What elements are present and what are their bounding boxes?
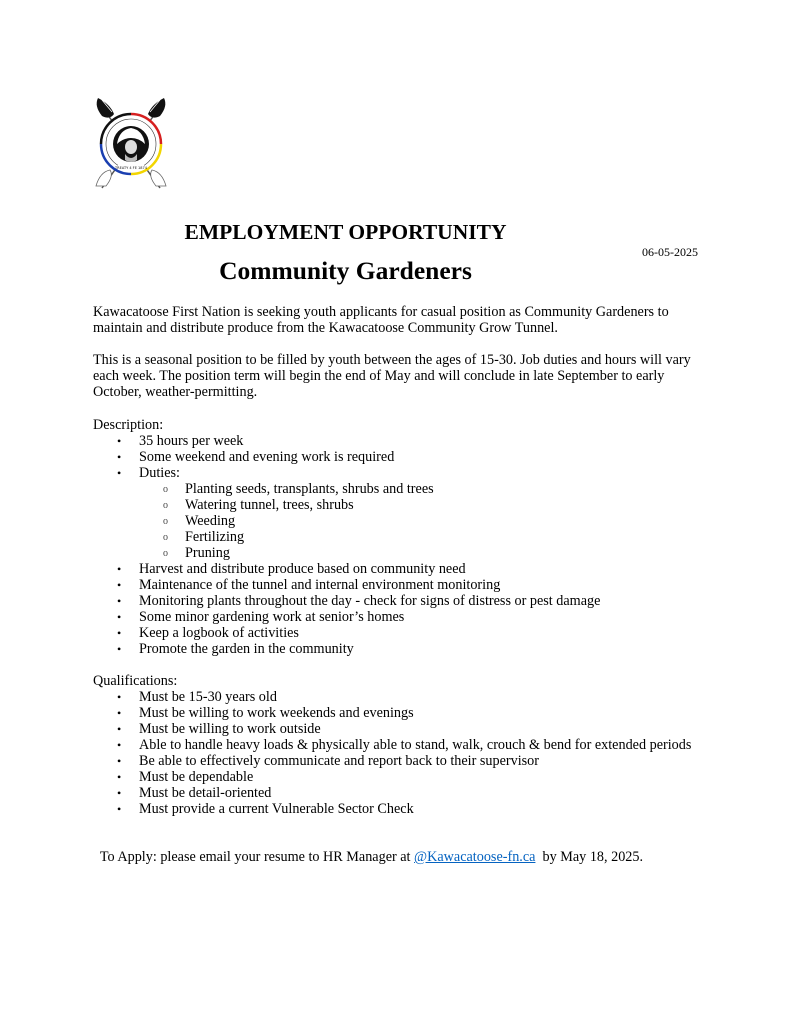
- description-section: [93, 417, 713, 657]
- bullet-icon: •: [117, 786, 122, 800]
- bullet-icon: •: [117, 770, 122, 784]
- list-item: • Must provide a current Vulnerable Sector Check: [117, 801, 414, 817]
- sub-list-item: o Weeding: [163, 513, 236, 529]
- list-item-duties: • Duties: o Planting seeds, transplants, shrubs and trees o Watering tunnel, trees, shrubs o Weeding o Fertilizing o Pruning: [93, 465, 713, 561]
- list-item: • Must be 15-30 years old: [117, 689, 277, 705]
- hollow-bullet-icon: o: [163, 500, 168, 511]
- list-item: • Must be dependable: [117, 769, 254, 785]
- apply-instructions: [93, 833, 713, 865]
- bullet-icon: •: [117, 562, 122, 576]
- qualifications-section: [93, 673, 713, 817]
- intro-line: maintain and distribute produce from the Kawacatoose Community Grow Tunnel.: [93, 320, 558, 336]
- position-term-paragraph: [93, 352, 713, 400]
- sub-list-item: o Fertilizing: [163, 529, 245, 545]
- posting-date: 06-05-2025: [642, 245, 698, 259]
- list-item: • Monitoring plants throughout the day - check for signs of distress or pest damage: [117, 593, 601, 609]
- list-item: • Must be willing to work outside: [117, 721, 321, 737]
- sub-list-item: o Watering tunnel, trees, shrubs: [163, 497, 354, 513]
- hollow-bullet-icon: o: [163, 532, 168, 543]
- list-item: • Be able to effectively communicate and report back to their supervisor: [117, 753, 539, 769]
- list-item: • Able to handle heavy loads & physically able to stand, walk, crouch & bend for extended periods: [117, 737, 692, 753]
- bullet-icon: •: [117, 754, 122, 768]
- apply-prefix: To Apply: please email your resume to HR Manager at: [99, 849, 415, 865]
- term-line: October, weather-permitting.: [93, 384, 258, 400]
- list-item: • Promote the garden in the community: [117, 641, 354, 657]
- bullet-icon: •: [117, 642, 122, 656]
- description-label: Description:: [93, 417, 164, 433]
- intro-line: Kawacatoose First Nation is seeking youth applicants for casual position as Community Gardeners to: [93, 304, 669, 320]
- list-item: • Some minor gardening work at senior’s homes: [117, 609, 405, 625]
- intro-paragraph: [93, 304, 713, 336]
- list-item: • Must be detail-oriented: [117, 785, 272, 801]
- list-item: • Harvest and distribute produce based on community need: [117, 561, 466, 577]
- svg-text:TREATY 4 FE 1874: TREATY 4 FE 1874: [115, 166, 147, 171]
- bullet-icon: •: [117, 610, 122, 624]
- email-link[interactable]: @Kawacatoose-fn.ca: [414, 849, 536, 865]
- description-list: [93, 433, 713, 657]
- list-item: • Must be willing to work weekends and evenings: [117, 705, 414, 721]
- qualifications-label: Qualifications:: [93, 673, 178, 689]
- bullet-icon: •: [117, 594, 122, 608]
- bullet-icon: •: [117, 738, 122, 752]
- list-item: • Some weekend and evening work is required: [117, 449, 395, 465]
- bullet-icon: •: [117, 802, 122, 816]
- bullet-icon: •: [117, 626, 122, 640]
- list-item: • 35 hours per week: [117, 433, 244, 449]
- term-line: each week. The position term will begin the end of May and will conclude in late September to early: [93, 368, 665, 384]
- list-item: • Maintenance of the tunnel and internal environment monitoring: [117, 577, 501, 593]
- sub-list-item: o Planting seeds, transplants, shrubs and trees: [163, 481, 434, 497]
- bullet-icon: •: [117, 466, 122, 480]
- duties-list: [139, 481, 713, 561]
- apply-deadline: by May 18, 2025.: [535, 849, 644, 865]
- kawacatoose-logo: [92, 92, 170, 192]
- emblem-icon: [92, 92, 170, 192]
- term-line: This is a seasonal position to be filled by youth between the ages of 15-30. Job duties and hours will vary: [93, 352, 691, 368]
- hollow-bullet-icon: o: [163, 484, 168, 495]
- bullet-icon: •: [117, 578, 122, 592]
- job-title: Community Gardeners: [219, 256, 472, 285]
- bullet-icon: •: [117, 450, 122, 464]
- hollow-bullet-icon: o: [163, 548, 168, 559]
- employment-opportunity-heading: EMPLOYMENT OPPORTUNITY: [184, 220, 507, 244]
- list-item: • Keep a logbook of activities: [117, 625, 299, 641]
- bullet-icon: •: [117, 690, 122, 704]
- hollow-bullet-icon: o: [163, 516, 168, 527]
- qualifications-list: [93, 689, 713, 817]
- bullet-icon: •: [117, 706, 122, 720]
- sub-list-item: o Pruning: [163, 545, 230, 561]
- bullet-icon: •: [117, 434, 122, 448]
- bullet-icon: •: [117, 722, 122, 736]
